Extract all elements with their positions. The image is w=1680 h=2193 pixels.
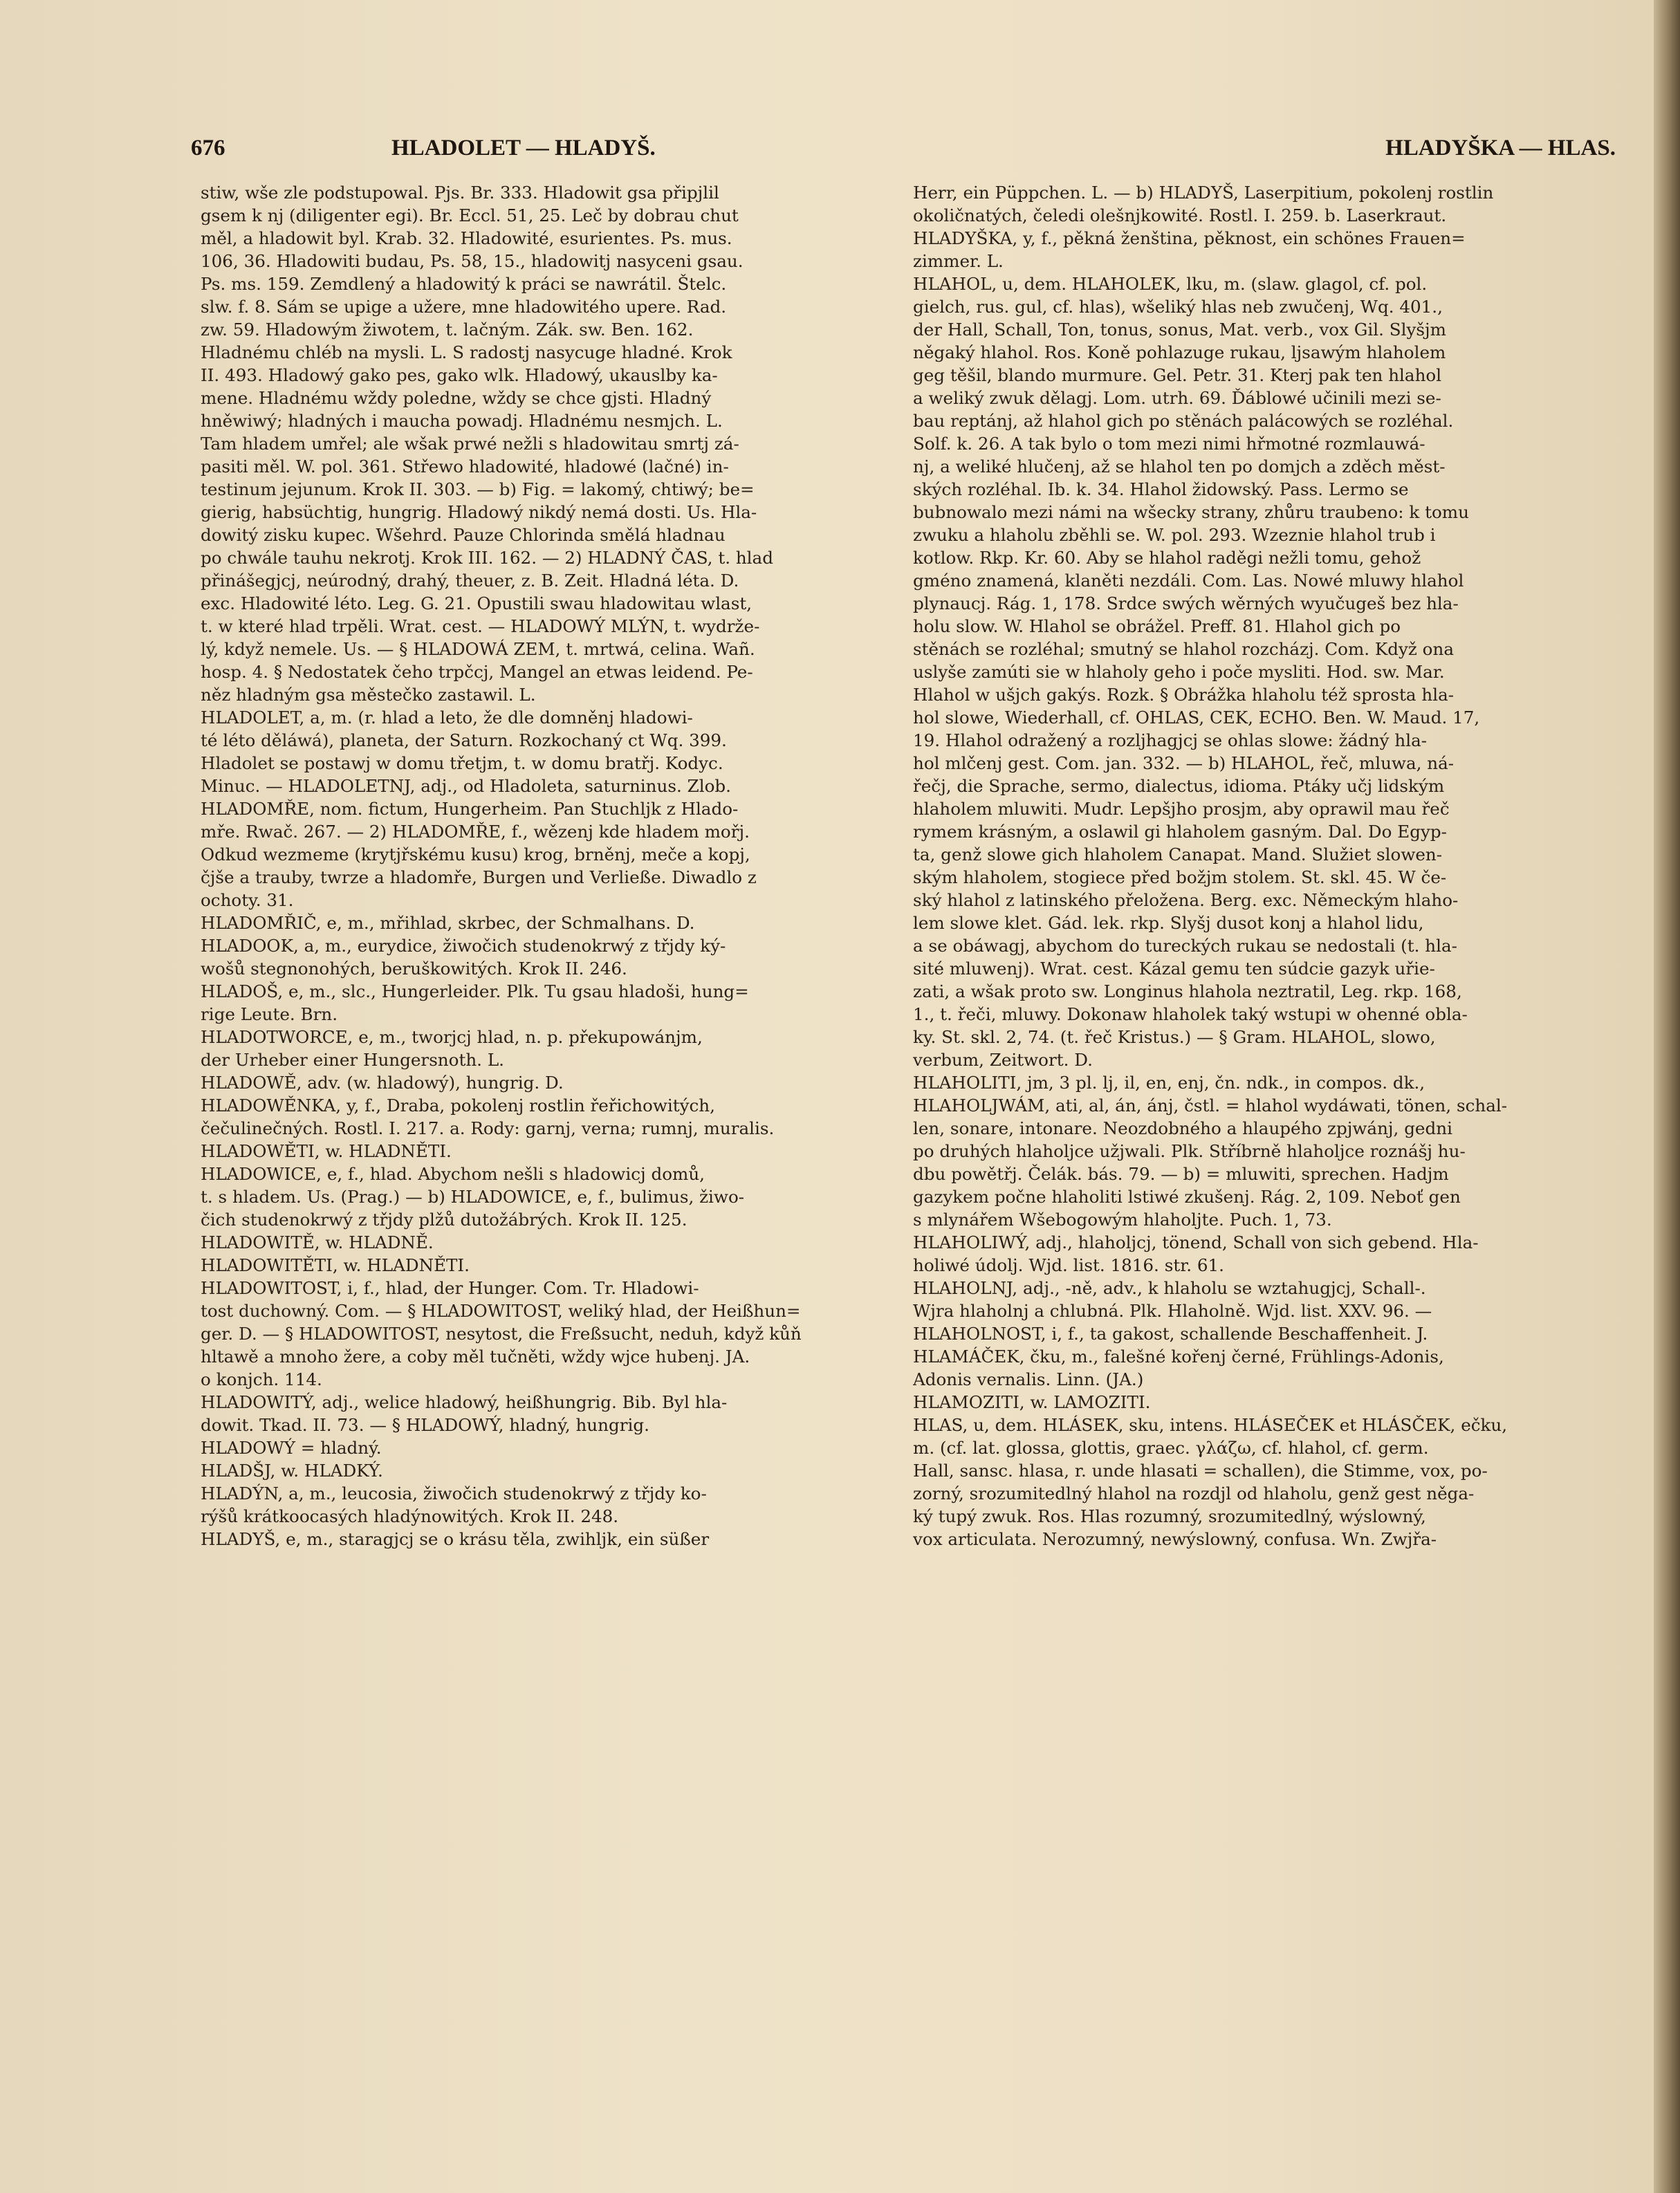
text-line: mře. Rwač. 267. — 2) HLADOMŘE, f., wězenj kde hladem mořj. <box>201 822 750 842</box>
text-line: a se obáwagj, abychom do tureckých rukau se nedostali (t. hla- <box>913 936 1457 956</box>
text-line: zwuku a hlaholu zběhli se. W. pol. 293. Wzeznie hlahol trub i <box>913 525 1436 545</box>
text-line: plynaucj. Rág. 1, 178. Srdce swých wěrných wyučugeš bez hla- <box>913 593 1459 613</box>
text-line: HLADOWITÝ, adj., welice hladowý, heißhungrig. Bib. Byl hla- <box>201 1392 728 1412</box>
text-line: ky. St. skl. 2, 74. (t. řeč Kristus.) — § Gram. HLAHOL, slowo, <box>913 1027 1436 1047</box>
text-line: zati, a wšak proto sw. Longinus hlahola neztratil, Leg. rkp. 168, <box>913 981 1462 1001</box>
text-line: s mlynářem Wšebogowým hlaholjte. Puch. 1, 73. <box>913 1210 1332 1230</box>
text-line: II. 493. Hladowý gako pes, gako wlk. Hladowý, ukauslby ka- <box>201 365 718 385</box>
text-line: HLADOWITĚTI, w. HLADNĚTI. <box>201 1255 470 1275</box>
text-line: hosp. 4. § Nedostatek čeho trpčcj, Mangel an etwas leidend. Pe- <box>201 662 753 682</box>
text-line: HLAHOLITI, jm, 3 pl. lj, il, en, enj, čn. ndk., in compos. dk., <box>913 1073 1425 1093</box>
text-line: lý, když nemele. Us. — § HLADOWÁ ZEM, t. mrtwá, celina. Wañ. <box>201 639 755 659</box>
text-line: Adonis vernalis. Linn. (JA.) <box>913 1369 1144 1389</box>
text-line: gsem k nj (diligenter egi). Br. Eccl. 51, 25. Leč by dobrau chut <box>201 205 739 225</box>
text-line: a weliký zwuk dělagj. Lom. utrh. 69. Ďáblowé učinili mezi se- <box>913 388 1441 408</box>
text-line: pasiti měl. W. pol. 361. Střewo hladowité, hladowé (lačné) in- <box>201 456 729 476</box>
text-line: nj, a weliké hlučenj, až se hlahol ten po domjch a zděch měst- <box>913 456 1446 476</box>
text-line: HLAHOLIWÝ, adj., hlaholjcj, tönend, Schall von sich gebend. Hla- <box>913 1232 1479 1252</box>
text-line: hlaholem mluwiti. Mudr. Lepšjho prosjm, aby oprawil mau řeč <box>913 799 1450 819</box>
text-line: der Urheber einer Hungersnoth. L. <box>201 1050 504 1070</box>
text-line: HLAHOLNJ, adj., -ně, adv., k hlaholu se wztahugjcj, Schall-. <box>913 1278 1426 1298</box>
right-text-column <box>913 181 1653 1551</box>
text-line: po chwále tauhu nekrotj. Krok III. 162. — 2) HLADNÝ ČAS, t. hlad <box>201 548 773 568</box>
text-line: HLADOWICE, e, f., hlad. Abychom nešli s hladowicj domů, <box>201 1164 705 1184</box>
text-line: ta, genž slowe gich hlaholem Canapat. Mand. Služiet slowen- <box>913 844 1443 864</box>
text-line: hol mlčenj gest. Com. jan. 332. — b) HLAHOL, řeč, mluwa, ná- <box>913 753 1455 773</box>
text-line: wošů stegnonohých, beruškowitých. Krok II. 246. <box>201 959 627 979</box>
text-line: 1., t. řeči, mluwy. Dokonaw hlaholek taký wstupi w ohenné obla- <box>913 1004 1468 1024</box>
text-line: slw. f. 8. Sám se upige a užere, mne hladowitého upere. Rad. <box>201 297 727 317</box>
text-line: HLADOWÝ = hladný. <box>201 1438 382 1458</box>
right-running-title: HLADYŠKA — HLAS. <box>1385 136 1616 160</box>
text-line: t. w které hlad trpěli. Wrat. cest. — HLADOWÝ MLÝN, t. wydrže- <box>201 616 760 636</box>
text-line: geg těšil, blando murmure. Gel. Petr. 31. Kterj pak ten hlahol <box>913 365 1442 385</box>
page-number: 676 <box>191 136 225 160</box>
text-line: Hladnému chléb na mysli. L. S radostj nasycuge hladné. Krok <box>201 342 732 362</box>
text-line: t. s hladem. Us. (Prag.) — b) HLADOWICE, e, f., bulimus, žiwo- <box>201 1187 745 1207</box>
text-line: tost duchowný. Com. — § HLADOWITOST, weliký hlad, der Heißhun= <box>201 1301 801 1321</box>
text-line: dowit. Tkad. II. 73. — § HLADOWÝ, hladný, hungrig. <box>201 1415 649 1435</box>
text-line: čich studenokrwý z třjdy plžů dutožábrých. Krok II. 125. <box>201 1210 687 1230</box>
text-line: zw. 59. Hladowým žiwotem, t. lačným. Zák. sw. Ben. 162. <box>201 320 694 340</box>
text-line: Hlahol w ušjch gakýs. Rozk. § Obrážka hlaholu též sprosta hla- <box>913 685 1455 705</box>
text-line: bau reptánj, až hlahol gich po stěnách palácowých se rozléhal. <box>913 411 1454 431</box>
text-line: zorný, srozumitedlný hlahol na rozdjl od hlaholu, genž gest něga- <box>913 1483 1475 1503</box>
text-line: rige Leute. Brn. <box>201 1004 338 1024</box>
text-line: Odkud wezmeme (krytjřskému kusu) krog, brněnj, meče a kopj, <box>201 844 750 864</box>
text-line: HLADOMŘIČ, e, m., mřihlad, skrbec, der Schmalhans. D. <box>201 913 695 933</box>
text-line: dbu powětřj. Čelák. bás. 79. — b) = mluwiti, sprechen. Hadjm <box>913 1164 1449 1184</box>
text-line: té léto děláwá), planeta, der Saturn. Rozkochaný ct Wq. 399. <box>201 730 727 750</box>
text-line: verbum, Zeitwort. D. <box>913 1050 1093 1070</box>
text-line: rymem krásným, a oslawil gi hlaholem gasným. Dal. Do Egyp- <box>913 822 1447 842</box>
page-edge <box>1654 0 1680 2193</box>
text-line: hltawě a mnoho žere, a coby měl tučněti, wždy wjce hubenj. JA. <box>201 1347 750 1367</box>
text-line: HLAHOL, u, dem. HLAHOLEK, lku, m. (slaw. glagol, cf. pol. <box>913 274 1428 294</box>
text-line: HLADOŠ, e, m., slc., Hungerleider. Plk. Tu gsau hladoši, hung= <box>201 981 749 1001</box>
text-line: čjše a trauby, twrze a hladomře, Burgen und Verließe. Diwadlo z <box>201 867 757 887</box>
text-line: HLADOOK, a, m., eurydice, žiwočich studenokrwý z třjdy ký- <box>201 936 726 956</box>
text-line: HLAS, u, dem. HLÁSEK, sku, intens. HLÁSEČEK et HLÁSČEK, ečku, <box>913 1415 1508 1435</box>
text-line: holu slow. W. Hlahol se obrážel. Preff. 81. Hlahol gich po <box>913 616 1401 636</box>
running-header <box>191 136 1616 170</box>
text-line: čečulinečných. Rostl. I. 217. a. Rody: garnj, verna; rumnj, muralis. <box>201 1118 775 1138</box>
text-line: ským hlaholem, stogiece před božjm stolem. St. skl. 45. W če- <box>913 867 1447 887</box>
text-line: HLADOWITĚ, w. HLADNĚ. <box>201 1232 434 1252</box>
text-line: řečj, die Sprache, sermo, dialectus, idioma. Ptáky učj lidským <box>913 776 1445 796</box>
text-line: lem slowe klet. Gád. lek. rkp. Slyšj dusot konj a hlahol lidu, <box>913 913 1424 933</box>
text-line: 19. Hlahol odražený a rozljhagjcj se ohlas slowe: žádný hla- <box>913 730 1428 750</box>
left-text-column <box>201 181 920 1551</box>
text-line: měl, a hladowit byl. Krab. 32. Hladowité, esurientes. Ps. mus. <box>201 228 732 248</box>
text-line: Minuc. — HLADOLETNJ, adj., od Hladoleta, saturninus. Zlob. <box>201 776 731 796</box>
text-line: len, sonare, intonare. Neozdobného a hlaupého zpjwánj, gedni <box>913 1118 1452 1138</box>
text-line: rýšů krátkoocasých hladýnowitých. Krok II. 248. <box>201 1506 619 1526</box>
text-line: bubnowalo mezi námi na wšecky strany, zhůru traubeno: k tomu <box>913 502 1469 522</box>
text-line: hněwiwý; hladných i maucha powadj. Hladnému nesmjch. L. <box>201 411 723 431</box>
text-line: HLADYŠ, e, m., staragjcj se o krásu těla, zwihljk, ein süßer <box>201 1529 710 1549</box>
text-line: HLADÝN, a, m., leucosia, žiwočich studenokrwý z třjdy ko- <box>201 1483 707 1503</box>
text-line: HLADOLET, a, m. (r. hlad a leto, že dle domněnj hladowi- <box>201 707 693 728</box>
text-line: HLADOWĚNKA, y, f., Draba, pokolenj rostlin řeřichowitých, <box>201 1095 715 1116</box>
text-line: 106, 36. Hladowiti budau, Ps. 58, 15., hladowitj nasyceni gsau. <box>201 251 744 271</box>
text-line: Hall, sansc. hlasa, r. unde hlasati = schallen), die Stimme, vox, po- <box>913 1461 1488 1481</box>
text-line: HLADŠJ, w. HLADKÝ. <box>201 1461 383 1481</box>
text-line: HLAHOLNOST, i, f., ta gakost, schallende Beschaffenheit. J. <box>913 1324 1428 1344</box>
text-line: der Hall, Schall, Ton, tonus, sonus, Mat. verb., vox Gil. Slyšjm <box>913 320 1446 340</box>
text-line: uslyše zamúti sie w hlaholy geho i poče mysliti. Hod. sw. Mar. <box>913 662 1445 682</box>
text-line: HLADOMŘE, nom. fictum, Hungerheim. Pan Stuchljk z Hlado- <box>201 799 739 819</box>
text-line: testinum jejunum. Krok II. 303. — b) Fig. = lakomý, chtiwý; be= <box>201 479 755 499</box>
text-line: Ps. ms. 159. Zemdlený a hladowitý k práci se nawrátil. Štelc. <box>201 274 727 294</box>
text-line: vox articulata. Nerozumný, newýslowný, confusa. Wn. Zwjřa- <box>913 1529 1437 1549</box>
text-line: HLAMÁČEK, čku, m., falešné kořenj černé, Frühlings-Adonis, <box>913 1347 1444 1367</box>
text-line: dowitý zisku kupec. Wšehrd. Pauze Chlorinda smělá hladnau <box>201 525 726 545</box>
text-line: gazykem počne hlaholiti lstiwé zkušenj. Rág. 2, 109. Neboť gen <box>913 1187 1461 1207</box>
text-line: HLADOTWORCE, e, m., tworjcj hlad, n. p. překupowánjm, <box>201 1027 703 1047</box>
text-line: ských rozléhal. Ib. k. 34. Hlahol židowský. Pass. Lermo se <box>913 479 1409 499</box>
text-line: přinášegjcj, neúrodný, drahý, theuer, z. B. Zeit. Hladná léta. D. <box>201 571 739 591</box>
text-line: okoličnatých, čeledi olešnjkowité. Rostl. I. 259. b. Laserkraut. <box>913 205 1447 225</box>
text-line: Herr, ein Püppchen. L. — b) HLADYŠ, Laserpitium, pokolenj rostlin <box>913 183 1494 203</box>
text-line: HLADOWĚTI, w. HLADNĚTI. <box>201 1141 452 1161</box>
left-running-title: HLADOLET — HLADYŠ. <box>391 136 656 160</box>
text-line: HLADYŠKA, y, f., pěkná ženština, pěknost, ein schönes Frauen= <box>913 228 1466 248</box>
text-line: něz hladným gsa městečko zastawil. L. <box>201 685 536 705</box>
text-line: něgaký hlahol. Ros. Koně pohlazuge rukau, ljsawým hlaholem <box>913 342 1446 362</box>
text-line: holiwé údolj. Wjd. list. 1816. str. 61. <box>913 1255 1225 1275</box>
text-line: kotlow. Rkp. Kr. 60. Aby se hlahol raděgi nežli tomu, gehož <box>913 548 1421 568</box>
text-line: HLADOWITOST, i, f., hlad, der Hunger. Com. Tr. Hladowi- <box>201 1278 699 1298</box>
text-line: ký tupý zwuk. Ros. Hlas rozumný, srozumitedlný, wýslowný, <box>913 1506 1426 1526</box>
text-line: po druhých hlaholjce užjwali. Plk. Stříbrně hlaholjce roznášj hu- <box>913 1141 1466 1161</box>
text-line: Tam hladem umřel; ale wšak prwé nežli s hladowitau smrtj zá- <box>201 434 739 454</box>
text-line: stiw, wše zle podstupowal. Pjs. Br. 333. Hladowit gsa připjlil <box>201 183 719 203</box>
text-line: m. (cf. lat. glossa, glottis, graec. γλάζω, cf. hlahol, cf. germ. <box>913 1438 1429 1458</box>
text-line: hol slowe, Wiederhall, cf. OHLAS, CEK, ECHO. Ben. W. Maud. 17, <box>913 707 1480 728</box>
text-line: HLADOWĚ, adv. (w. hladowý), hungrig. D. <box>201 1073 564 1093</box>
text-line: ger. D. — § HLADOWITOST, nesytost, die Freßsucht, neduh, když kůň <box>201 1324 802 1344</box>
text-line: Wjra hlaholnj a chlubná. Plk. Hlaholně. Wjd. list. XXV. 96. — <box>913 1301 1432 1321</box>
text-line: gielch, rus. gul, cf. hlas), wšeliký hlas neb zwučenj, Wq. 401., <box>913 297 1443 317</box>
text-line: gierig, habsüchtig, hungrig. Hladowý nikdý nemá dosti. Us. Hla- <box>201 502 757 522</box>
text-line: ský hlahol z latinského přeložena. Berg. exc. Německým hlaho- <box>913 890 1459 910</box>
text-line: sité mluwenj). Wrat. cest. Kázal gemu ten súdcie gazyk uřie- <box>913 959 1435 979</box>
text-line: HLAHOLJWÁM, ati, al, án, ánj, čstl. = hlahol wydáwati, tönen, schal- <box>913 1095 1508 1116</box>
text-line: gméno znamená, klaněti nezdáli. Com. Las. Nowé mluwy hlahol <box>913 571 1464 591</box>
text-line: zimmer. L. <box>913 251 1004 271</box>
text-line: o konjch. 114. <box>201 1369 322 1389</box>
text-line: Hladolet se postawj w domu třetjm, t. w domu bratřj. Kodyc. <box>201 753 723 773</box>
text-line: mene. Hladnému wždy poledne, wždy se chce gjsti. Hladný <box>201 388 712 408</box>
text-line: HLAMOZITI, w. LAMOZITI. <box>913 1392 1151 1412</box>
text-line: stěnách se rozléhal; smutný se hlahol rozcházj. Com. Když ona <box>913 639 1454 659</box>
text-line: exc. Hladowité léto. Leg. G. 21. Opustili swau hladowitau wlast, <box>201 593 753 613</box>
text-line: ochoty. 31. <box>201 890 294 910</box>
text-line: Solf. k. 26. A tak bylo o tom mezi nimi hřmotné rozmlauwá- <box>913 434 1425 454</box>
